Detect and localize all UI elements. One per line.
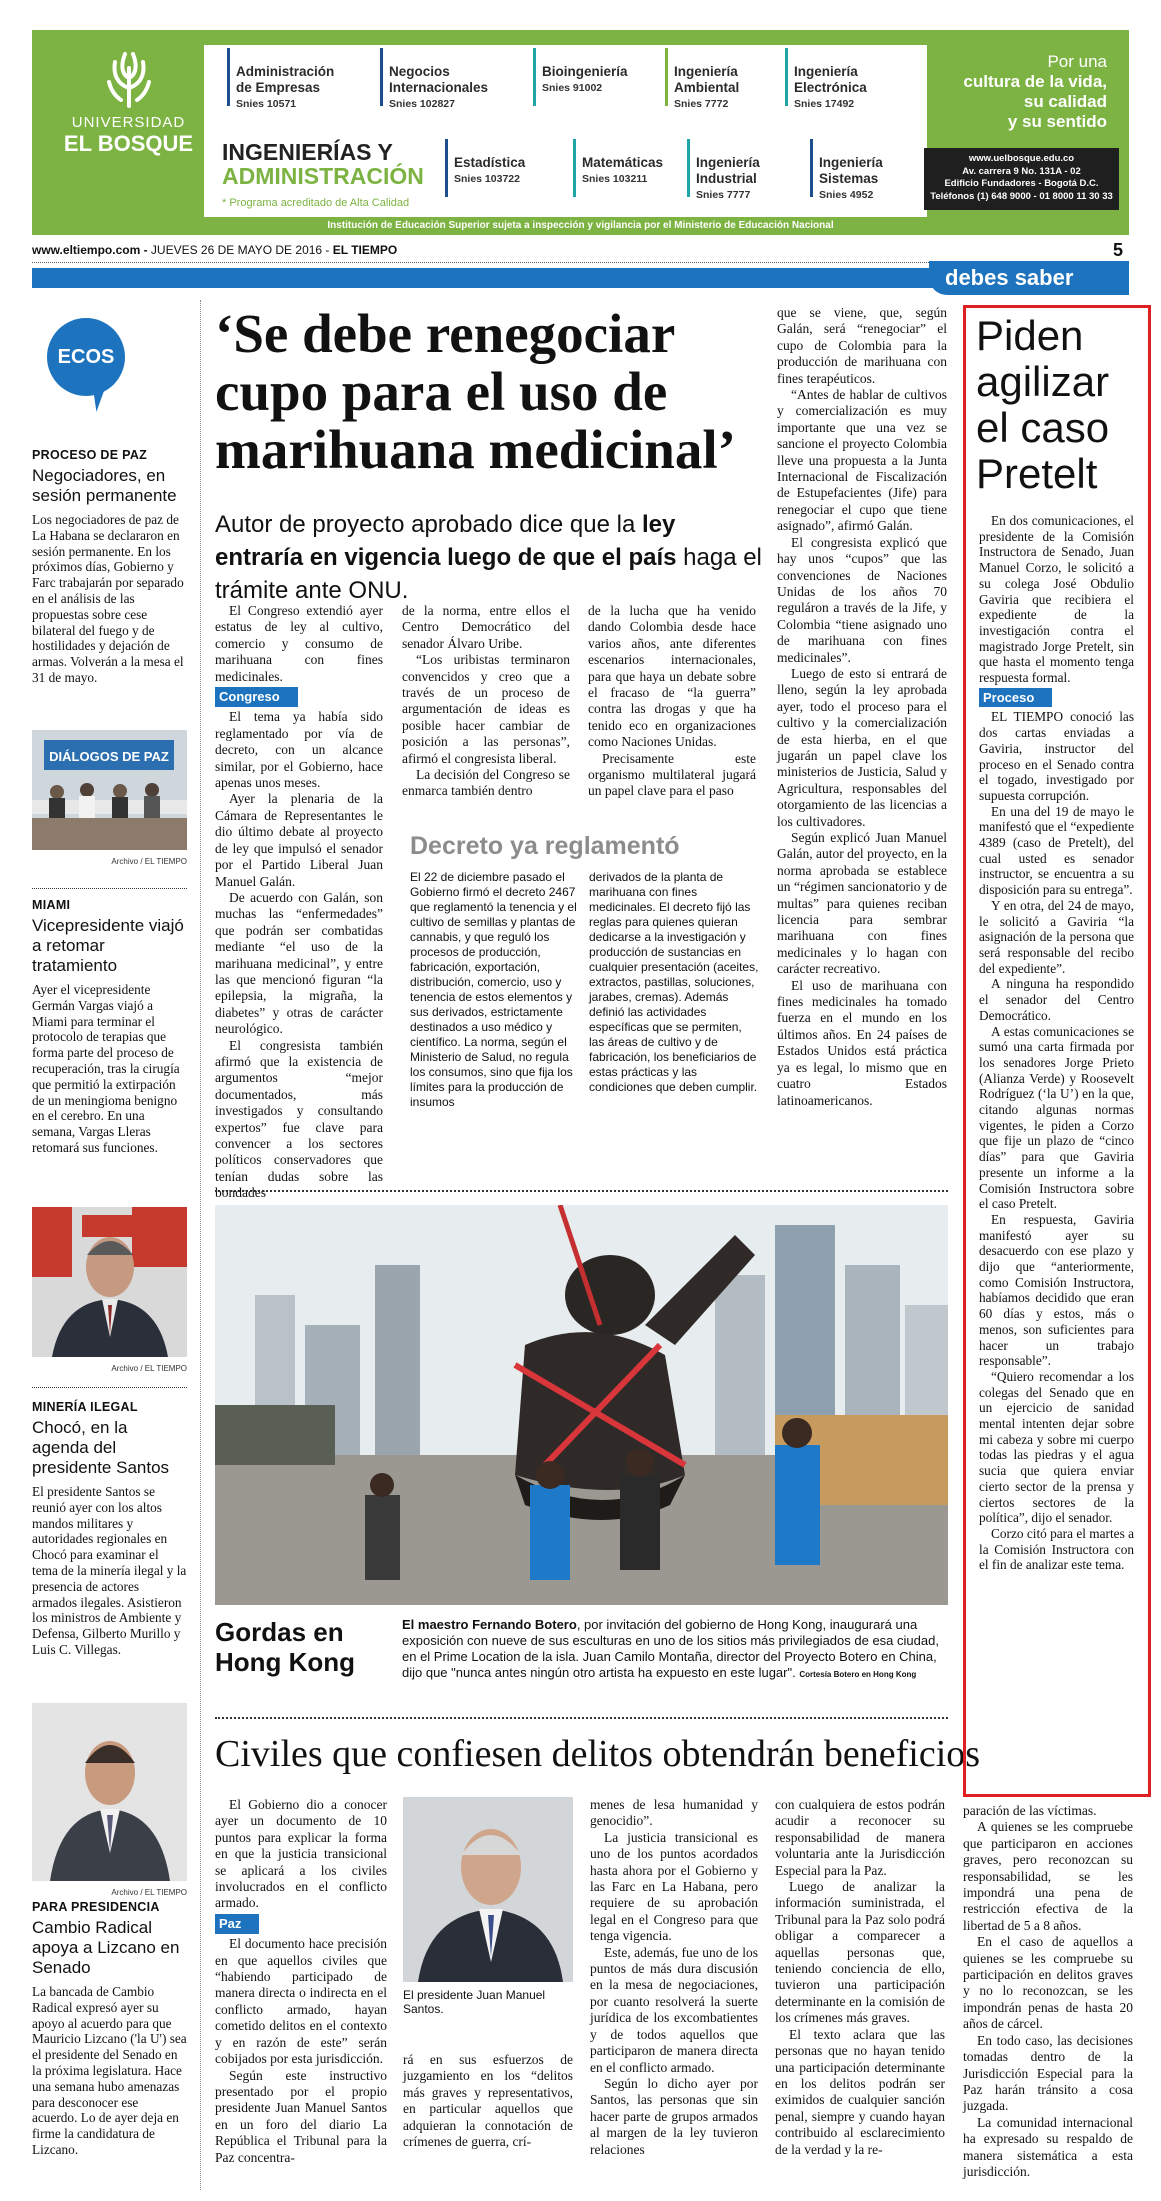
main-deck: Autor de proyecto aprobado dice que la ley entraría en vigencia luego de que el país haga el trámite ante ONU.: [215, 511, 762, 604]
botero-sculpture-photo: [215, 1205, 948, 1605]
main-column-4: que se viene, que, según Galán, será “renegociar” el cupo de Colombia para la producción de marihuana con fines terapéuticos. “Antes de hablar de cultivos y comercialización es muy importante que una vez se sancione el proyecto Colombia lleve una propuesta a la Junta Internacional de Fiscalización de Estupefacientes (Jife) para renegociar el cupo que tiene asignado”, afirmó Galán. El congresista explicó que hay unos “cupos” que las convenciones de Naciones Unidas de los años 70 reguláron a través de la Jife, y Colombia “tiene asignado uno de marihuana con fines medicinales”. Luego de esto si entrará de lleno, según la ley aprobada ayer, todo el proceso para el cultivo y la comercialización de esta hierba, en el que jugarán un papel clave los ministerios de Justicia, Salud y Agricultura, responsables del otorgamiento de las licencias a los cultivadores. Según explicó Juan Manuel Galán, autor del proyecto, en la norma aprobada se establece un “régimen sancionatorio y de multas” para quienes reciban licencia para sembrar marihuana con fines medicinales y lo hagan con carácter recreativo. El uso de marihuana con fines medicinales ha tomado fuerza en el mundo en los últimos años. En 24 países de Estados Unidos está práctica ya es legal, lo mismo que en cuatro Estados latinoamericanos.: [777, 305, 947, 1108]
paper-name: EL TIEMPO: [332, 243, 398, 257]
ecos-badge: ECOS: [47, 318, 125, 396]
civiles-column-4: con cualquiera de estos podrán acudir a reconocer su responsabilidad de manera voluntaria ante la Jurisdicción Especial para la Paz. Luego de analizar la información suministrada, el Tribunal para la Paz solo podrá obligar a comparecer a aquellas personas que, teniendo conciencia de ello, tuvieron una participación determinante en la comisión de los crímenes más graves. El texto aclara que las personas que no hayan tenido una participación determinante en los delitos podrán ser eximidos de cualquier sanción penal, siempre y cuando hayan contribuido al esclarecimiento de la verdad y la re-: [775, 1797, 945, 2157]
ad-footer: Institución de Educación Superior sujeta a inspección y vigilancia por el Ministerio de Educación Nacional: [327, 220, 834, 231]
main-column-3: de la lucha que ha venido dando Colombia desde hace varios años, ante diferentes escenarios internacionales, para que haya un debate sobre el fracaso de “la guerra” contra las drogas y que ha tenido eco en organizaciones como Naciones Unidas. Precisamente este organismo multilateral jugará un papel clave para el paso: [588, 603, 756, 799]
ecos-item-presidencia: [32, 1900, 187, 2158]
page-number: 5: [1112, 240, 1123, 260]
program-ambiental: Ingeniería Ambiental Snies 7772: [674, 64, 769, 112]
program-electronica: Ingeniería Electrónica Snies 17492: [794, 64, 904, 112]
program-industrial: Ingeniería Industrial Snies 7777: [696, 155, 791, 203]
factbox-column-1: El 22 de diciembre pasado el Gobierno firmó el decreto 2467 que reglamentó la tenencia y el cultivo de semillas y plantas de cannabis, y que reguló los procesos de producción, fabricación, exportación, distribución, comercio, uso y tenencia de estos elementos y sus derivados, estrictamente destinados a uso médico y científico. La norma, según el Ministerio de Salud, no regula los consumos, sino que fija los límites para la producción de insumos: [410, 870, 577, 1109]
photo-credit: Archivo / EL TIEMPO: [111, 1364, 187, 1373]
ecos-body: Los negociadores de paz de La Habana se declararon en sesión permanente. En los próximos días, Gobierno y Farc trabajarán por separado en el análisis de las propuestas sobre cese bilateral del fuego y de hostilidades y dejación de armas. Volverán a la mesa el 31 de mayo.: [32, 512, 184, 685]
photo-credit: Archivo / EL TIEMPO: [111, 857, 187, 866]
vargas-portrait-photo: [32, 1207, 187, 1357]
civiles-headline[interactable]: Civiles que confiesen delitos obtendrán beneficios: [215, 1733, 981, 1775]
main-headline[interactable]: ‘Se debe renegociar cupo para el uso de marihuana medicinal’: [215, 303, 736, 480]
photo-credit: Cortesía Botero en Hong Kong: [799, 1670, 917, 1679]
programs-panel: [204, 45, 927, 217]
ecos-kicker: PARA PRESIDENCIA: [32, 1900, 160, 1914]
ecos-headline[interactable]: Negociadores, en sesión permanente: [32, 466, 177, 505]
ecos-item-peace: [32, 448, 187, 686]
peace-talks-photo: [32, 730, 187, 850]
civiles-column-1: El Gobierno dio a conocer ayer un documento de 10 puntos para explicar la forma en que la justicia transicional se aplicará a los civiles involucrados en el conflicto armado. Paz El documento hace precisión en que aquellos civiles que “habiendo participado de manera directa o indirecta en el conflicto armado, hayan cometido delitos en el contexto y en razón de este” serán cobijados por esta jurisdicción. Según este instructivo presentado por el propio presidente Juan Manuel Santos en un foro del diario La República el Tribunal para la Paz concentra-: [215, 1797, 387, 2165]
section-tag-congreso[interactable]: Congreso: [215, 687, 298, 707]
main-column-1: El Congreso extendió ayer estatus de ley al cultivo, comercio y consumo de marihuana con fines medicinales. Congreso El tema ya había sido reglamentado por vía de decreto, con un alcance similar, por el Gobierno, hace apenas unos meses. Ayer la plenaria de la Cámara de Representantes le dio último debate al proyecto de ley que impulsó el senador por el Partido Liberal Juan Manuel Galán. De acuerdo con Galán, son muchas las “enfermedades” que podrán ser combatidas mediante “el uso de la marihuana medicinal”, y entre las que mencionó figuran “la epilepsia, la migraña, la diabetes” y otras de carácter neurológico. El congresista también afirmó que la existencia de argumentos “mejor documentados, más investigados y consultando expertos” fue clave para convencer a los sectores políticos conservadores que tenían dudas sobre las bondades: [215, 603, 383, 1201]
ecos-kicker: MINERÍA ILEGAL: [32, 1400, 138, 1414]
ecos-body: Ayer el vicepresidente Germán Vargas viajó a Miami para terminar el protocolo de terapias que forma parte del proceso de recuperación, tras la cirugía que permitió la extirpación de un meningioma benigno en el cerebro. En una semana, Vargas Lleras retomará sus funciones.: [32, 982, 180, 1155]
divider: [215, 1717, 948, 1719]
page-folio: [32, 240, 1129, 263]
column-rule: [200, 300, 201, 2190]
lizcano-portrait-photo: [32, 1703, 187, 1881]
divider: [32, 1387, 187, 1388]
svg-text:DIÁLOGOS DE PAZ: DIÁLOGOS DE PAZ: [49, 749, 169, 764]
ad-title: INGENIERÍAS Y ADMINISTRACIÓN: [222, 139, 424, 189]
sidebar-headline[interactable]: Piden agilizar el caso Pretelt: [976, 312, 1110, 497]
university-ad-banner[interactable]: [32, 30, 1129, 235]
program-negocios: Negocios Internacionales Snies 102827: [389, 64, 504, 112]
program-estadistica: Estadística Snies 103722: [454, 155, 554, 187]
ecos-headline[interactable]: Cambio Radical apoya a Lizcano en Senado: [32, 1918, 180, 1977]
ecos-headline[interactable]: Chocó, en la agenda del presidente Santos: [32, 1418, 170, 1477]
ad-contact-box: www.uelbosque.edu.co Av. carrera 9 No. 131A - 02 Edificio Fundadores - Bogotá D.C. Teléfonos (1) 648 9000 - 01 8000 11 30 33: [924, 148, 1119, 210]
site-url[interactable]: www.eltiempo.com -: [32, 243, 148, 257]
university-crest-icon: [99, 48, 159, 110]
botero-photo: [215, 1205, 948, 1605]
santos-photo: [403, 1797, 573, 1982]
main-column-2: de la norma, entre ellos el Centro Democrático del senador Álvaro Uribe. “Los uribistas terminaron convencidos y creo que a través de un proceso de argumentación de ideas es posible hacer cambiar de posición a las personas”, afirmó el congresista liberal. La decisión del Congreso se enmarca también dentro: [402, 603, 570, 799]
university-label: UNIVERSIDAD: [71, 114, 186, 131]
program-matematicas: Matemáticas Snies 103211: [582, 155, 682, 187]
ecos-body: La bancada de Cambio Radical expresó ayer su apoyo al acuerdo para que Mauricio Lizcano ('la U') sea el presidente del Senado en la próxima legislatura. Hace una semana hubo amenazas para desconocer ese acuerdo. Lo de ayer deja en firme la candidatura de Lizcano.: [32, 1984, 187, 2157]
photo-caption: El maestro Fernando Botero, por invitación del gobierno de Hong Kong, inaugurará una exposición con nueve de sus esculturas en uno de los sitios más privilegiados de esa ciudad, en el Prime Location de la isla. Juan Camilo Montaña, director del Proyecto Botero en China, dijo que "nunca antes ningún otro artista ha expuesto en este lugar". Cortesía Botero en Hong Kong: [402, 1617, 939, 1680]
ecos-kicker: MIAMI: [32, 898, 71, 912]
section-tag-proceso[interactable]: Proceso: [979, 688, 1052, 708]
photo-credit: Archivo / EL TIEMPO: [111, 1888, 187, 1897]
divider: [32, 888, 187, 889]
santos-photo-caption: El presidente Juan Manuel Santos.: [403, 1988, 546, 2016]
program-sistemas: Ingeniería Sistemas Snies 4952: [819, 155, 919, 203]
section-label: debes saber: [929, 261, 1129, 295]
ecos-item-miami: [32, 898, 187, 1156]
ecos-headline[interactable]: Vicepresidente viajó a retomar tratamiento: [32, 916, 184, 975]
ecos-photo-vargas: [32, 1207, 187, 1373]
university-name: EL BOSQUE: [63, 131, 194, 156]
santos-portrait-photo: [403, 1797, 573, 1982]
section-tag-paz[interactable]: Paz: [215, 1914, 259, 1934]
factbox-title: Decreto ya reglamentó: [410, 832, 680, 860]
ecos-photo-peace: [32, 730, 187, 866]
civiles-column-2: rá en sus esfuerzos de juzgamiento en los “delitos más graves y representativos, en particular aquellos que adquieran la connotación de crímenes de guerra, crí-: [403, 2052, 573, 2150]
factbox-column-2: derivados de la planta de marihuana con fines medicinales. El decreto fijó las reglas para quienes quieran dedicarse a la investigación y producción de sustancias en cualquier presentación (aceites, extractos, pastillas, soluciones, jarabes, cremas). Además definió las actividades específicas que se permiten, las áreas de cultivo y de fabricación, los beneficiarios de estas prácticas y las condiciones que deben cumplir.: [589, 870, 759, 1094]
university-logo: [46, 48, 211, 157]
ad-note: * Programa acreditado de Alta Calidad: [222, 197, 410, 209]
ecos-item-mineria: [32, 1400, 187, 1658]
ecos-body: El presidente Santos se reunió ayer con los altos mandos militares y autoridades regionales en Chocó para examinar el tema de la minería ilegal y la presencia de actores armados ilegales. Asistieron los ministros de Ambiente y Defensa, Gilberto Murillo y Luis C. Villegas.: [32, 1484, 187, 1657]
program-administracion: Administración de Empresas Snies 10571: [236, 64, 346, 112]
ecos-photo-lizcano: [32, 1703, 187, 1897]
civiles-column-3: menes de lesa humanidad y genocidio”. La justicia transicional es uno de los puntos acordados hasta ahora por el Gobierno y las Farc en La Habana, pero requiere de su aprobación legal en el Congreso para que tenga vigencia. Este, además, fue uno de los puntos de más dura discusión en la mesa de negociaciones, por cuanto resolverá la suerte jurídica de los excombatientes y de todos aquellos que participaron de manera directa en el conflicto armado. Según lo dicho ayer por Santos, las personas que sin hacer parte de grupos armados al margen de la ley tuvieron relaciones: [590, 1797, 758, 2157]
civiles-column-5: paración de las víctimas. A quienes se les compruebe que participaron en acciones graves, pero reconozcan su responsabilidad, se les impondrá una pena de restricción efectiva de la libertad de 5 a 8 años. En el caso de aquellos a quienes se les compruebe su participación en delitos graves y no lo reconozcan, se les impondrán penas de hasta 20 años de cárcel. En todo caso, las decisiones tomadas dentro de la Jurisdicción Especial para la Paz harán tránsito a cosa juzgada. La comunidad internacional ha expresado su respaldo de manera sistemática a esta jurisdicción.: [963, 1803, 1133, 2179]
ad-slogan: Por una cultura de la vida, su calidad y su sentido: [963, 52, 1107, 131]
photo-caption-headline: Gordas en Hong Kong: [215, 1617, 356, 1677]
program-bioingenieria: Bioingeniería Snies 91002: [542, 64, 652, 96]
divider: [215, 1190, 948, 1192]
ecos-kicker: PROCESO DE PAZ: [32, 448, 148, 462]
issue-date: JUEVES 26 DE MAYO DE 2016 -: [147, 243, 333, 257]
sidebar-body: En dos comunicaciones, el presidente de la Comisión Instructora de Senado, Juan Manuel Corzo, le solicitó a su colega José Obdulio Gaviria que recibiera el expediente de la investigación contra el magistrado Jorge Pretelt, sin que hasta el momento tenga respuesta formal. Proceso EL TIEMPO conoció las dos cartas enviadas a Gaviria, instructor del proceso en el Senado contra el togado, investigado por supuesta corrupción. En una del 19 de mayo le manifestó que el “expediente 4389 (caso de Pretelt), del cual usted es senador instructor, se encuentra a su disposición para su entrega”. Y en otra, del 24 de mayo, le solicitó a Gaviria “la asignación de la persona que será responsable del recibo del expediente”. A ninguna ha respondido el senador del Centro Democrático. A estas comunicaciones se sumó una carta firmada por los senadores Jorge Prieto (Alianza Verde) y Roosevelt Rodríguez (‘la U’) en la que, citando algunas normas vigentes, le piden a Corzo que fije un plazo de “cinco días” para que Gaviria presente un informe a la Comisión Instructora sobre el caso Pretelt. En respuesta, Gaviria manifestó ayer su desacuerdo con ese plazo y dijo que “anteriormente, como Comisión Instructora, habíamos decidido que eran 60 días y estos, más o menos, son suficientes para hacer un trabajo responsable”. “Quiero recomendar a los colegas del Senado que en un ejercicio de sanidad mental intenten dejar sobre mi cabeza y sobre mi cuerpo todas las piedras y el agua sucia que quiera enviar cierto sector de la prensa y ciertos sectores de la política”, dijo el senador. Corzo citó para el martes a la Comisión Instructora con el fin de analizar este tema.: [979, 513, 1134, 1573]
